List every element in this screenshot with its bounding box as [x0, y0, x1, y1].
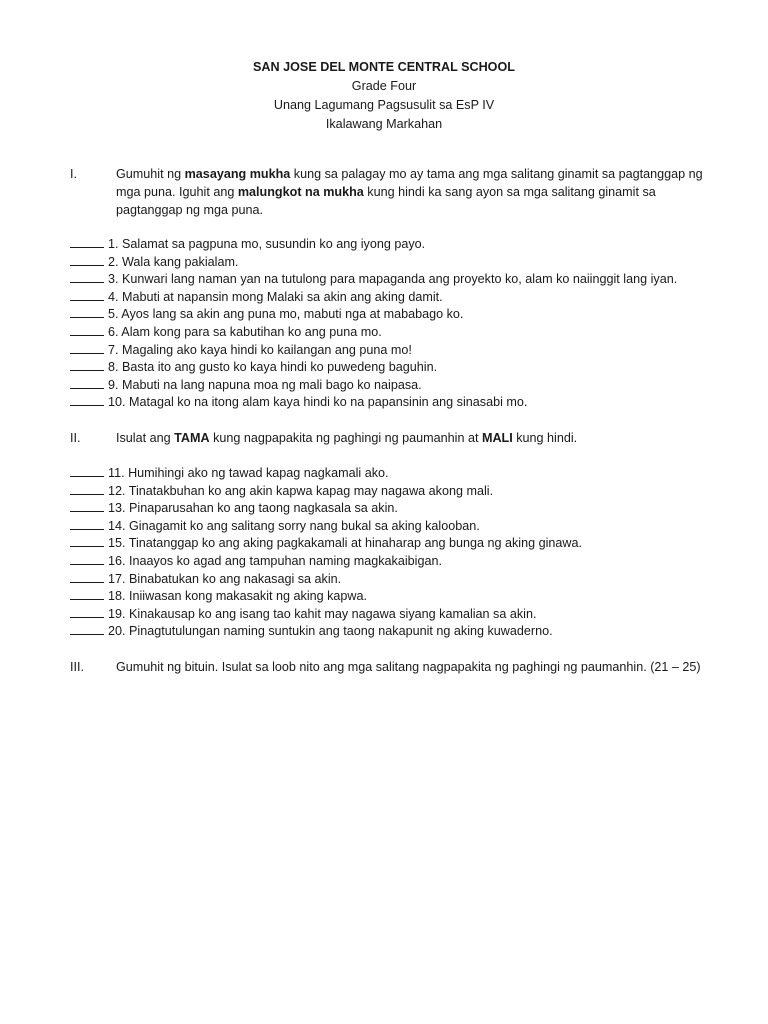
question-text: 14. Ginagamit ko ang salitang sorry nang bukal sa aking kalooban. — [108, 518, 480, 533]
question-item — [70, 606, 730, 624]
part2-text — [116, 429, 720, 447]
part2-instructions — [70, 429, 720, 447]
question-item — [70, 342, 730, 360]
question-text: 19. Kinakausap ko ang isang tao kahit may nagawa siyang kamalian sa akin. — [108, 606, 537, 621]
question-item — [70, 394, 730, 412]
question-item — [70, 553, 730, 571]
answer-blank[interactable] — [70, 465, 104, 477]
answer-blank[interactable] — [70, 236, 104, 248]
answer-blank[interactable] — [70, 571, 104, 583]
question-text: 10. Matagal ko na itong alam kaya hindi ko na papansinin ang sinasabi mo. — [108, 395, 528, 410]
question-item — [70, 588, 730, 606]
question-text: 1. Salamat sa pagpuna mo, susundin ko ang iyong payo. — [108, 237, 426, 251]
part1-instructions — [70, 165, 720, 219]
part1-text-b: kung sa palagay mo ay tama ang mga salitang ginamit sa pagtanggap ng mga puna. Iguhit ang — [116, 167, 703, 199]
question-item — [70, 254, 730, 272]
question-text: 17. Binabatukan ko ang nakasagi sa akin. — [108, 571, 342, 586]
question-text: 4. Mabuti at napansin mong Malaki sa akin ang aking damit. — [108, 289, 443, 304]
question-item — [70, 500, 730, 518]
question-text: 13. Pinaparusahan ko ang taong nagkasala sa akin. — [108, 501, 398, 516]
answer-blank[interactable] — [70, 359, 104, 371]
question-item — [70, 289, 730, 307]
answer-blank[interactable] — [70, 306, 104, 318]
question-item — [70, 518, 730, 536]
question-item — [70, 359, 730, 377]
part1-bold-happy-face: masayang mukha — [184, 167, 291, 181]
answer-blank[interactable] — [70, 588, 104, 600]
question-item — [70, 306, 730, 324]
question-text: 18. Iniiwasan kong makasakit ng aking kapwa. — [108, 589, 368, 604]
question-text: 16. Inaayos ko agad ang tampuhan naming magkakaibigan. — [108, 553, 442, 568]
question-text: 8. Basta ito ang gusto ko kaya hindi ko puwedeng baguhin. — [108, 360, 438, 375]
question-text: 7. Magaling ako kaya hindi ko kailangan ang puna mo! — [108, 342, 412, 357]
answer-blank[interactable] — [70, 623, 104, 635]
part3-instructions — [70, 658, 720, 676]
answer-blank[interactable] — [70, 535, 104, 547]
question-item — [70, 623, 730, 641]
part2-item-list — [70, 465, 730, 641]
grade-level: Grade Four — [351, 79, 417, 93]
question-text: 20. Pinagtutulungan naming suntukin ang taong nakapunit ng aking kuwaderno. — [108, 624, 553, 639]
school-name: SAN JOSE DEL MONTE CENTRAL SCHOOL — [253, 60, 515, 74]
part1-number: I. — [70, 167, 77, 181]
answer-blank[interactable] — [70, 377, 104, 389]
part1-text-a: Gumuhit ng — [116, 167, 185, 181]
question-item — [70, 535, 730, 553]
answer-blank[interactable] — [70, 518, 104, 530]
answer-blank[interactable] — [70, 483, 104, 495]
part2-bold-mali: MALI — [481, 431, 513, 445]
question-text: 11. Humihingi ako ng tawad kapag nagkamali ako. — [108, 466, 389, 480]
part1-bold-sad-face: malungkot na mukha — [237, 185, 364, 199]
answer-blank[interactable] — [70, 271, 104, 283]
answer-blank[interactable] — [70, 553, 104, 565]
question-item — [70, 324, 730, 342]
question-item — [70, 571, 730, 589]
quarter-label: Ikalawang Markahan — [325, 117, 443, 131]
answer-blank[interactable] — [70, 606, 104, 618]
question-item — [70, 465, 730, 483]
question-text: 2. Wala kang pakialam. — [108, 254, 239, 269]
part3-text: Gumuhit ng bituin. Isulat sa loob nito ang mga salitang nagpapakita ng paghingi ng paumanhin. (21 – 25) — [116, 660, 701, 674]
question-text: 6. Alam kong para sa kabutihan ko ang puna mo. — [108, 324, 382, 339]
answer-blank[interactable] — [70, 394, 104, 406]
part2-bold-tama: TAMA — [174, 431, 210, 445]
part2-text-c: kung hindi. — [512, 431, 578, 445]
question-text: 12. Tinatakbuhan ko ang akin kapwa kapag may nagawa akong mali. — [108, 483, 494, 498]
test-title: Unang Lagumang Pagsusulit sa EsP IV — [273, 98, 495, 112]
question-item — [70, 377, 730, 395]
document-header — [0, 58, 768, 134]
answer-blank[interactable] — [70, 500, 104, 512]
part2-text-a: Isulat ang — [116, 431, 175, 445]
question-text: 15. Tinatanggap ko ang aking pagkakamali at hinaharap ang bunga ng aking ginawa. — [108, 536, 583, 551]
part1-text-c: kung hindi ka sang ayon sa mga salitang ginamit sa pagtanggap ng mga puna. — [116, 185, 656, 217]
part2-text-b: kung nagpapakita ng paghingi ng paumanhin at — [209, 431, 482, 445]
question-item — [70, 236, 730, 254]
part3-number: III. — [70, 660, 84, 674]
part1-item-list — [70, 236, 730, 412]
question-item — [70, 271, 730, 289]
part1-text — [116, 165, 720, 219]
answer-blank[interactable] — [70, 289, 104, 301]
question-text: 9. Mabuti na lang napuna moa ng mali bago ko naipasa. — [108, 377, 422, 392]
question-item — [70, 483, 730, 501]
answer-blank[interactable] — [70, 254, 104, 266]
question-text: 5. Ayos lang sa akin ang puna mo, mabuti nga at mababago ko. — [108, 307, 464, 322]
part2-number: II. — [70, 431, 81, 445]
answer-blank[interactable] — [70, 342, 104, 354]
answer-blank[interactable] — [70, 324, 104, 336]
question-text: 3. Kunwari lang naman yan na tutulong para mapaganda ang proyekto ko, alam ko naiinggit lang iyan. — [108, 272, 678, 287]
